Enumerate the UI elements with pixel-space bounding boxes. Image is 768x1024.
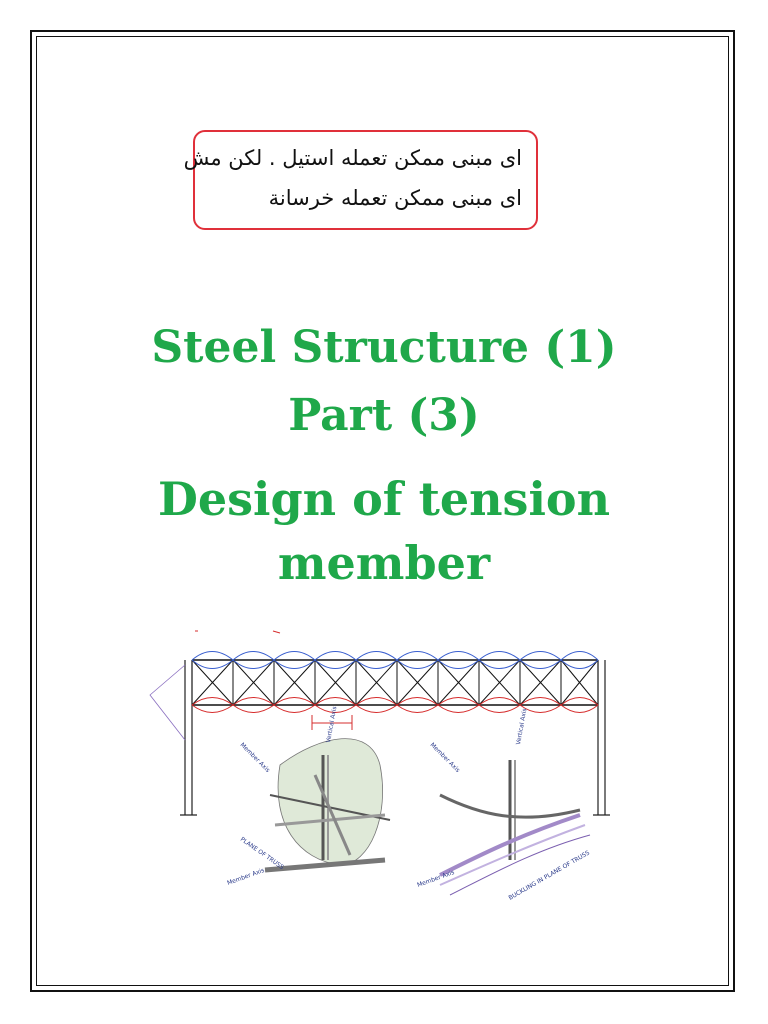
truss-illustration — [140, 625, 620, 910]
right-detail — [416, 708, 591, 902]
label-member-axis-right-bottom: Member Axis — [416, 868, 456, 889]
label-vertical-axis-left: Vertical Axis — [325, 705, 339, 744]
label-member-axis-left-bottom: Member Axis — [226, 866, 266, 887]
title-line-4: member — [277, 536, 491, 590]
label-plane-of-truss: PLANE OF TRUSS — [238, 835, 285, 872]
left-brace-sketch — [150, 665, 185, 740]
label-member-axis-left: Member Axis — [238, 741, 272, 775]
notice-line-1: ای مبنی ممکن تعمله استیل . لکن مش — [183, 146, 522, 170]
truss-web — [192, 660, 598, 705]
notice-box — [183, 130, 538, 230]
left-detail — [226, 706, 390, 887]
label-member-axis-right: Member Axis — [428, 741, 462, 775]
notice-line-2: ای مبنی ممکن تعمله خرسانة — [268, 186, 522, 210]
label-buckling: BUCKLING IN PLANE OF TRUSS — [507, 849, 591, 902]
right-column — [593, 660, 610, 815]
title-line-2: Part (3) — [288, 390, 480, 441]
label-vertical-axis-right: Vertical Axis — [515, 707, 529, 746]
title-line-1: Steel Structure (1) — [151, 322, 617, 373]
title-line-3: Design of tension — [157, 472, 611, 526]
